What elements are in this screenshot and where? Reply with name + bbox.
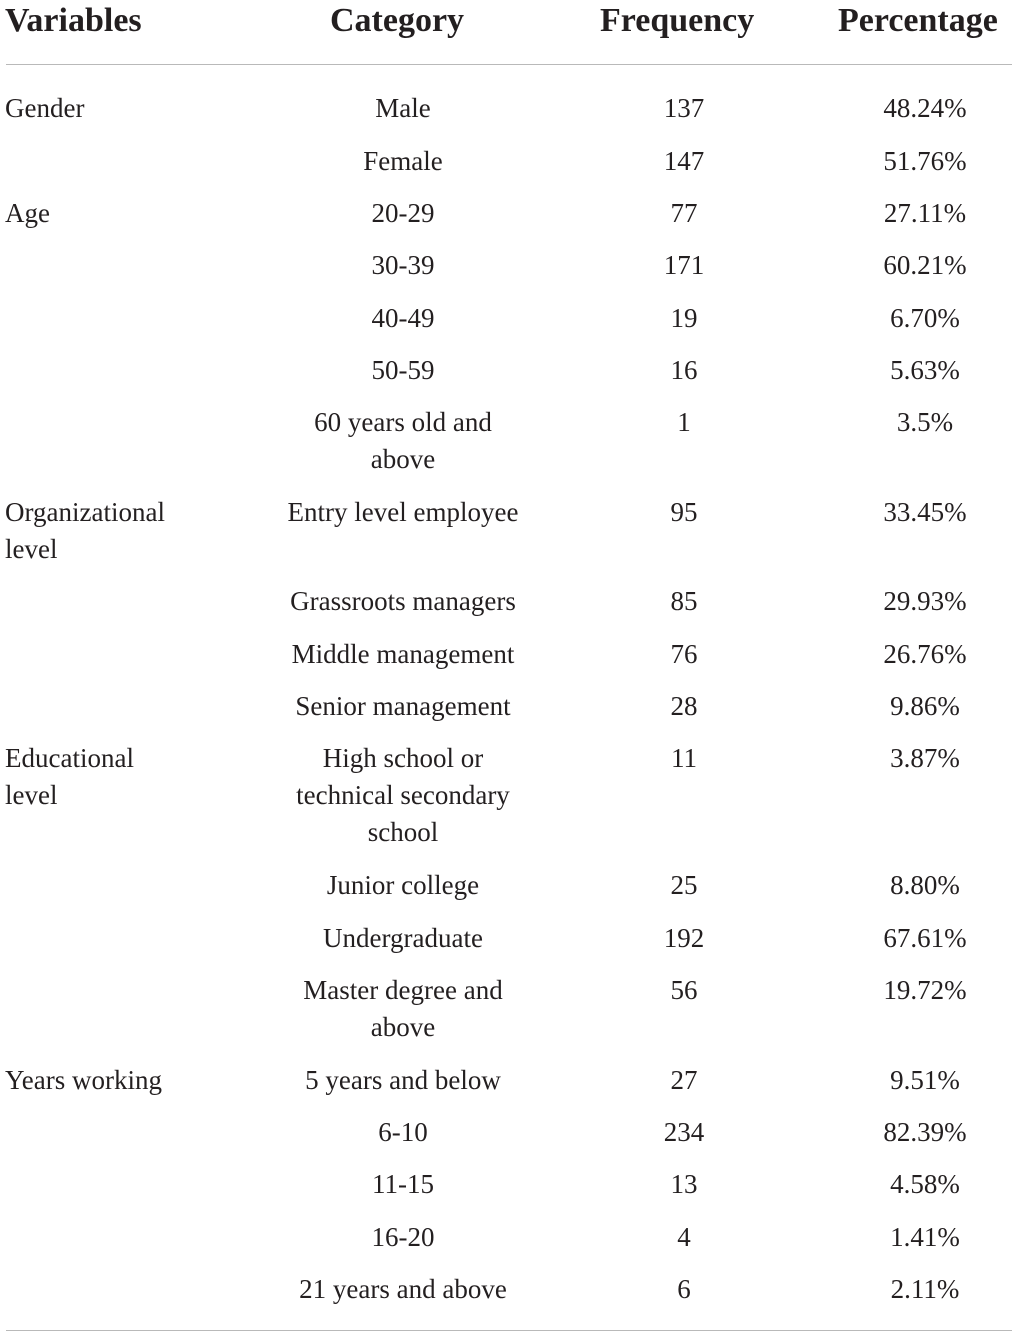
cell-percentage: 29.93% <box>883 586 967 616</box>
bottom-rule <box>6 1330 1012 1331</box>
cell-percentage: 5.63% <box>890 355 960 385</box>
cell-category: 5 years and below <box>305 1065 501 1095</box>
cell-percentage: 33.45% <box>883 497 967 527</box>
cell-frequency: 76 <box>670 639 698 669</box>
cell-category: 21 years and above <box>299 1274 507 1304</box>
cell-percentage: 60.21% <box>883 250 967 280</box>
cell-variable: Gender <box>5 93 85 123</box>
top-rule <box>6 64 1012 65</box>
cell-frequency: 16 <box>670 355 698 385</box>
cell-percentage: 48.24% <box>883 93 967 123</box>
cell-frequency: 19 <box>670 303 698 333</box>
table-header <box>0 0 1017 44</box>
cell-category: Master degree and above <box>303 975 503 1042</box>
cell-percentage: 8.80% <box>890 870 960 900</box>
cell-percentage: 2.11% <box>890 1274 960 1304</box>
cell-category: 20-29 <box>371 198 435 228</box>
cell-category: Senior management <box>295 691 511 721</box>
cell-frequency: 11 <box>671 743 697 773</box>
cell-category: 50-59 <box>371 355 435 385</box>
cell-percentage: 9.86% <box>890 691 960 721</box>
cell-variable: Years working <box>5 1065 163 1095</box>
cell-frequency: 1 <box>677 407 691 437</box>
cell-category: 30-39 <box>371 250 435 280</box>
cell-frequency: 4 <box>677 1222 691 1252</box>
cell-percentage: 6.70% <box>890 303 960 333</box>
cell-frequency: 171 <box>663 250 705 280</box>
cell-frequency: 77 <box>670 198 698 228</box>
cell-frequency: 192 <box>663 923 705 953</box>
cell-variable: Educational level <box>5 743 134 810</box>
cell-frequency: 95 <box>670 497 698 527</box>
cell-variable: Organizational level <box>5 497 165 564</box>
cell-category: 6-10 <box>378 1117 428 1147</box>
cell-percentage: 4.58% <box>890 1169 960 1199</box>
cell-category: 11-15 <box>372 1169 434 1199</box>
cell-frequency: 56 <box>670 975 698 1005</box>
cell-category: Undergraduate <box>323 923 483 953</box>
cell-percentage: 19.72% <box>883 975 967 1005</box>
cell-variable: Age <box>5 198 50 228</box>
header-percentage: Percentage <box>838 2 998 39</box>
cell-frequency: 28 <box>670 691 698 721</box>
cell-percentage: 1.41% <box>890 1222 960 1252</box>
header-variables: Variables <box>5 2 142 39</box>
cell-frequency: 13 <box>670 1169 698 1199</box>
cell-percentage: 27.11% <box>883 198 967 228</box>
cell-category: 40-49 <box>371 303 435 333</box>
cell-category: Female <box>363 146 443 176</box>
cell-frequency: 85 <box>670 586 698 616</box>
cell-category: Middle management <box>291 639 515 669</box>
header-frequency: Frequency <box>600 2 755 39</box>
cell-category: High school or technical secondary school <box>296 743 510 847</box>
cell-percentage: 3.87% <box>890 743 960 773</box>
cell-percentage: 82.39% <box>883 1117 967 1147</box>
cell-percentage: 9.51% <box>890 1065 960 1095</box>
header-category: Category <box>330 2 465 39</box>
cell-frequency: 25 <box>670 870 698 900</box>
cell-frequency: 27 <box>670 1065 698 1095</box>
cell-frequency: 234 <box>663 1117 705 1147</box>
cell-category: Grassroots managers <box>290 586 516 616</box>
cell-category: Entry level employee <box>287 497 519 527</box>
cell-frequency: 147 <box>663 146 705 176</box>
cell-category: 60 years old and above <box>314 407 492 474</box>
cell-category: Junior college <box>326 870 480 900</box>
cell-frequency: 137 <box>663 93 705 123</box>
cell-category: Male <box>375 93 431 123</box>
cell-percentage: 3.5% <box>896 407 954 437</box>
cell-percentage: 51.76% <box>883 146 967 176</box>
cell-category: 16-20 <box>371 1222 435 1252</box>
cell-percentage: 67.61% <box>883 923 967 953</box>
cell-percentage: 26.76% <box>883 639 967 669</box>
cell-frequency: 6 <box>677 1274 691 1304</box>
